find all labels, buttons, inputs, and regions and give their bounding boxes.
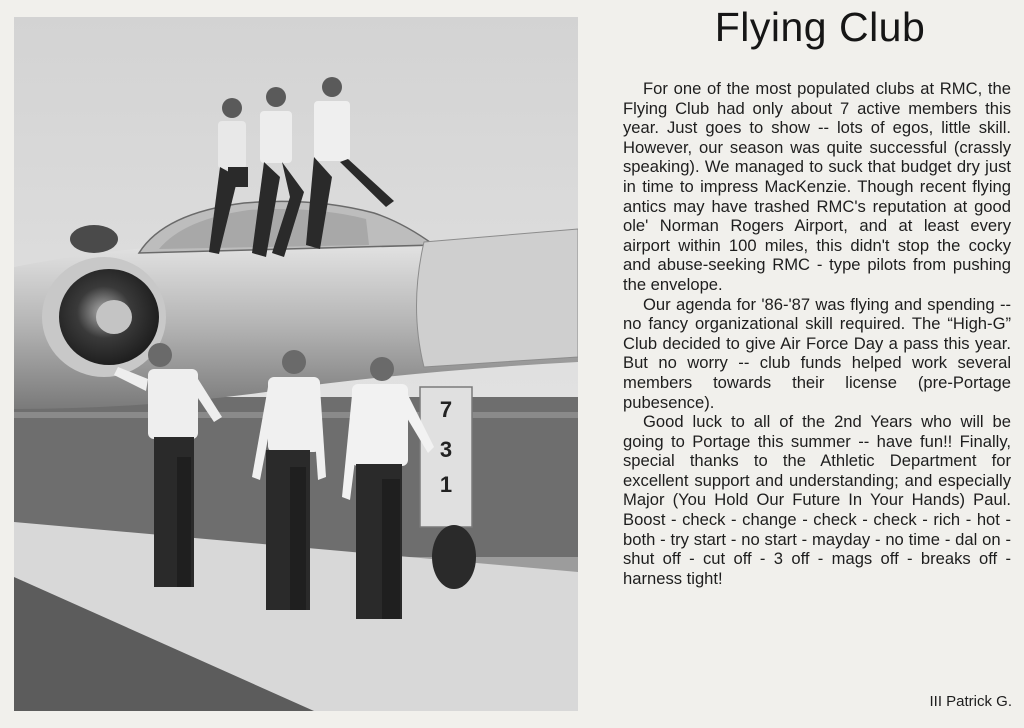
article-paragraph: Our agenda for '86-'87 was flying and spending -- no fancy organizational skill required. The “High-G” Club decided to give Air Force Day a pass this year. But no worry -- club funds helped work several members towards their license (pre-Portage pubesence). — [623, 294, 1011, 412]
article-paragraph: Good luck to all of the 2nd Years who will be going to Portage this summer -- have fun!! Finally, special thanks to the Athletic Department for excellent support and understanding; and especially Major (You Hold Our Future In Your Hands) Paul. Boost - check - change - check - check - rich - hot - both - try start - no start - mayday - no time - dal on - shut off - cut off - 3 off - mags off - breaks off - harness tight! — [623, 412, 1011, 588]
article-paragraph: For one of the most populated clubs at RMC, the Flying Club had only about 7 active members this year. Just goes to show -- lots of egos, little skill. However, our season was quite successful (crassly speaking). We managed to suck that budget dry just in time to impress MacKenzie. Though recent flying antics may have trashed RMC's reputation at good ole' Norman Rogers Airport, and at least every airport within 100 miles, this didn't stop the cocky and abuse-seeking RMC - type pilots from pushing the envelope. — [623, 79, 1011, 294]
jet-with-cadets-photo — [14, 17, 578, 711]
engine-nacelle — [417, 229, 579, 367]
landing-wheel — [432, 525, 476, 589]
tail-number-digit-1: 7 — [439, 397, 453, 422]
tree — [70, 225, 118, 253]
tail-number-digit-3: 1 — [439, 472, 453, 497]
intake-cone — [96, 300, 132, 334]
tail-number-digit-2: 3 — [439, 437, 453, 462]
cadets-standing — [114, 343, 434, 619]
article-body — [623, 79, 1011, 588]
author-signature: III Patrick G. — [929, 693, 1012, 710]
page-title: Flying Club — [714, 4, 926, 50]
club-photo — [14, 17, 578, 711]
